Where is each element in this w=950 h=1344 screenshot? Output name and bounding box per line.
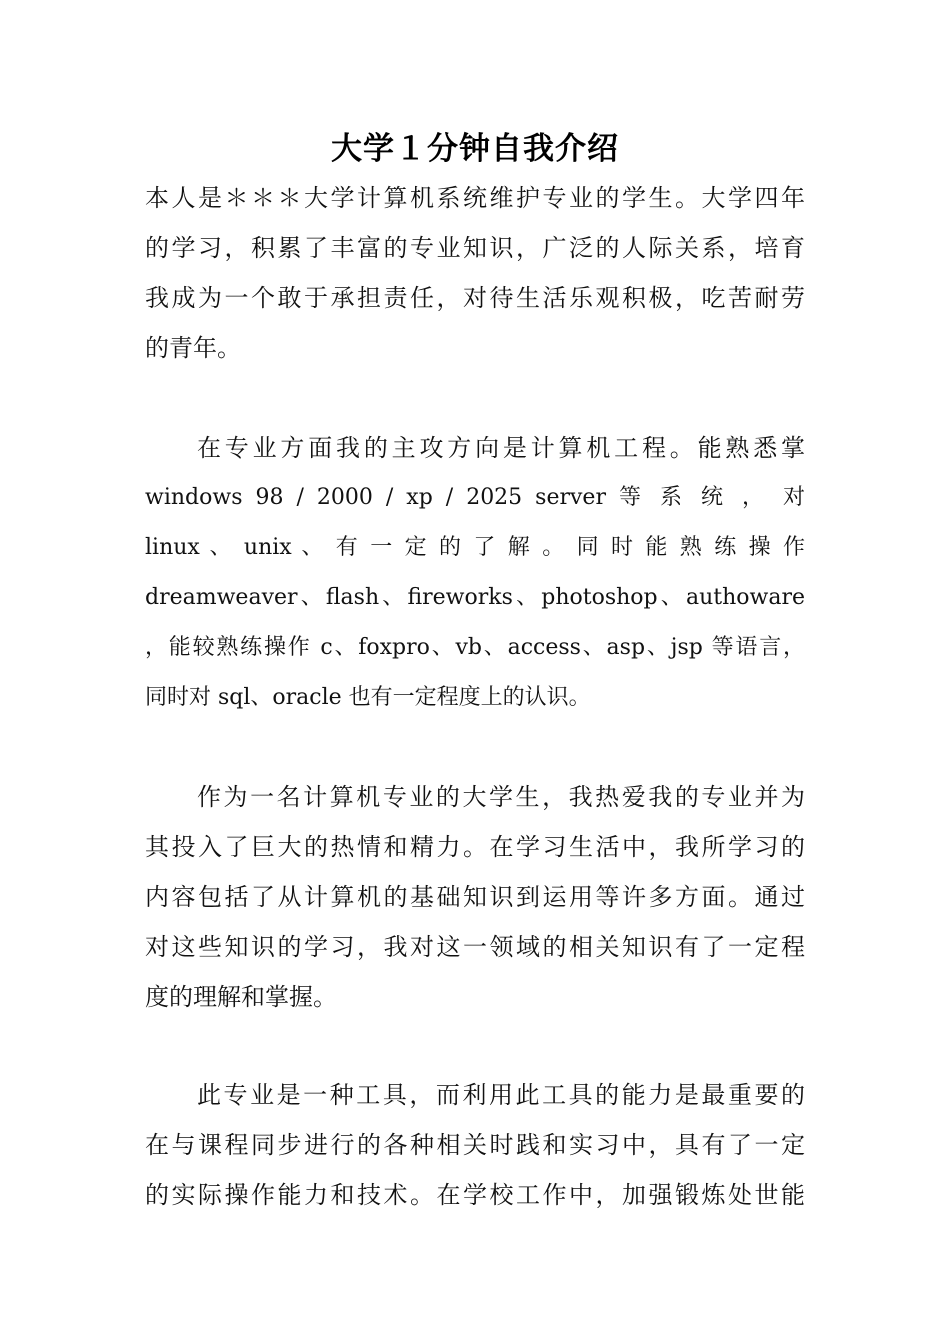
paragraph-1-line-3: 我成为一个敢于承担责任，对待生活乐观积极，吃苦耐劳	[145, 284, 805, 312]
paragraph-1-line-4: 的青年。	[145, 334, 241, 362]
paragraph-4-line-2: 在与课程同步进行的各种相关时践和实习中，具有了一定	[145, 1131, 805, 1159]
paragraph-1-line-2: 的学习，积累了丰富的专业知识，广泛的人际关系，培育	[145, 234, 805, 262]
paragraph-4-line-3: 的实际操作能力和技术。在学校工作中，加强锻炼处世能	[145, 1181, 805, 1209]
paragraph-2-line-5: ，能较熟练操作 c、foxpro、vb、access、asp、jsp 等语言，	[145, 635, 805, 660]
paragraph-2-line-1: 在专业方面我的主攻方向是计算机工程。能熟悉掌	[197, 434, 805, 462]
document-title: 大学１分钟自我介绍	[331, 131, 619, 167]
paragraph-3-line-1: 作为一名计算机专业的大学生，我热爱我的专业并为	[197, 783, 805, 811]
paragraph-2-line-2: windows 98 / 2000 / xp / 2025 server 等 系 统 ， 对	[145, 485, 805, 510]
paragraph-1-line-1: 本人是＊＊＊大学计算机系统维护专业的学生。大学四年	[145, 184, 805, 212]
paragraph-3-line-2: 其投入了巨大的热情和精力。在学习生活中，我所学习的	[145, 833, 805, 861]
paragraph-3-line-5: 度的理解和掌握。	[145, 983, 337, 1011]
paragraph-3-line-4: 对这些知识的学习，我对这一领域的相关知识有了一定程	[145, 933, 805, 961]
paragraph-2-line-6: 同时对 sql、oracle 也有一定程度上的认识。	[145, 685, 591, 710]
paragraph-3-line-3: 内容包括了从计算机的基础知识到运用等许多方面。通过	[145, 883, 805, 911]
paragraph-4-line-1: 此专业是一种工具，而利用此工具的能力是最重要的	[197, 1081, 805, 1109]
paragraph-2-line-4: dreamweaver、flash、fireworks、photoshop、authoware	[145, 585, 805, 610]
paragraph-2-line-3: linux 、 unix 、 有 一 定 的 了 解 。 同 时 能 熟 练 操 作	[145, 535, 805, 560]
